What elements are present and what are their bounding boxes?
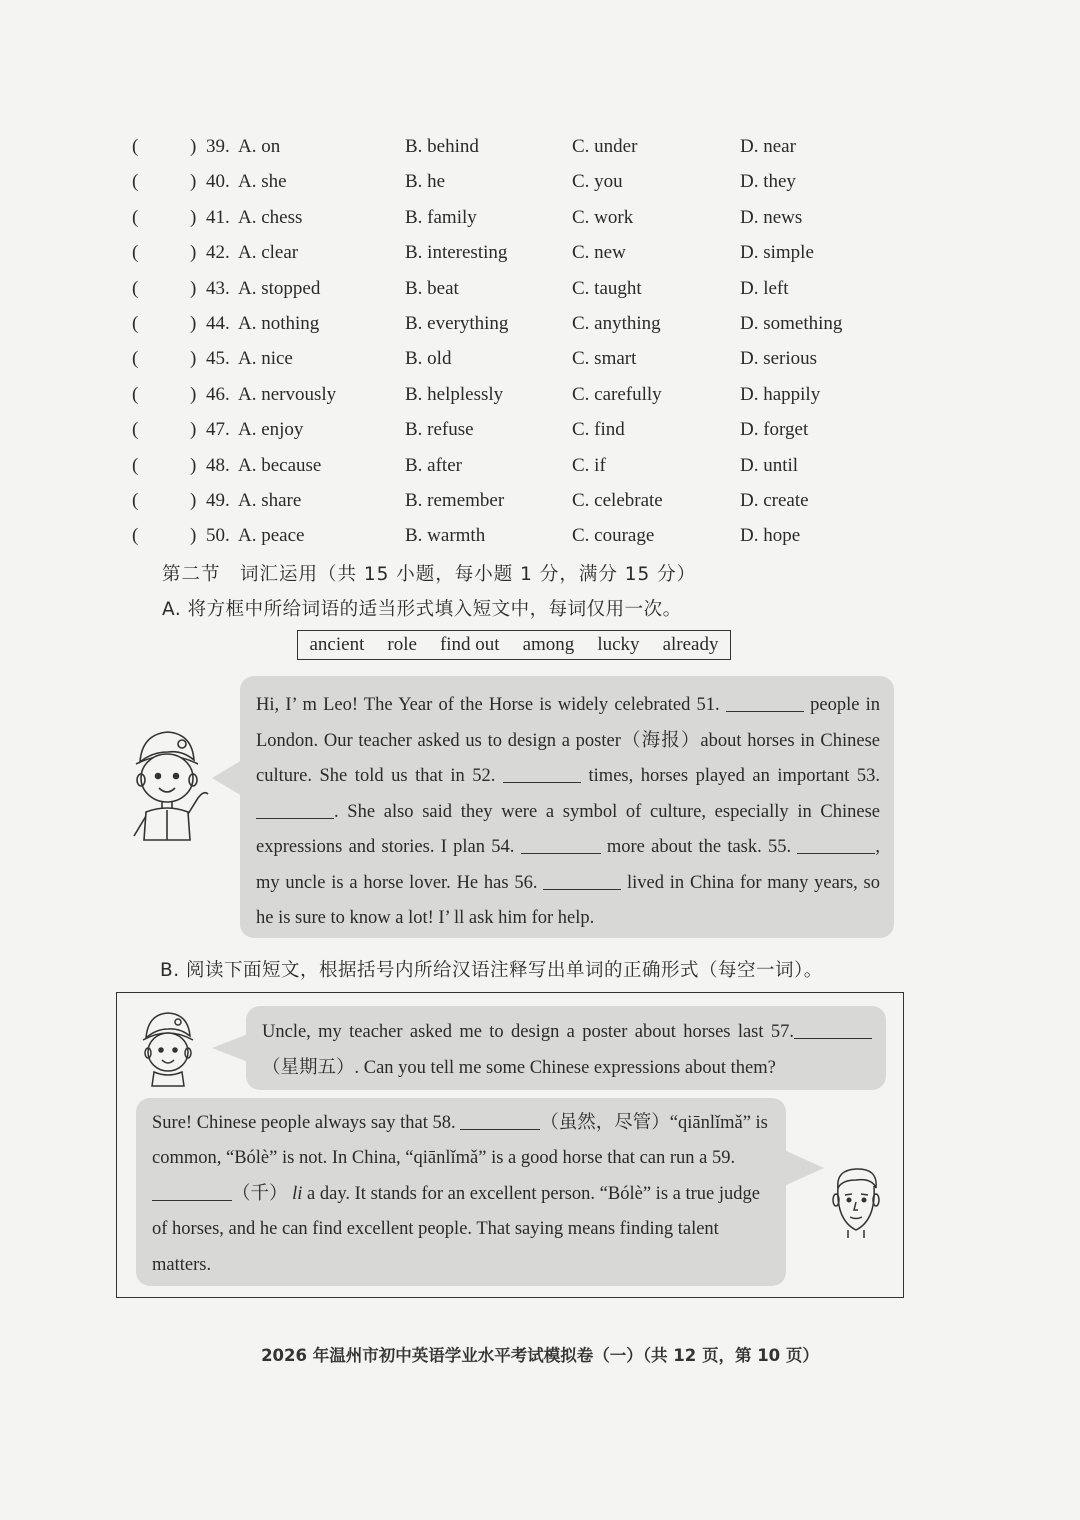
blank-59[interactable] [152,1181,232,1201]
option-c[interactable]: C. find [572,419,625,441]
option-d[interactable]: D. news [740,206,803,228]
option-c[interactable]: C. smart [572,348,637,370]
choice-row [0,201,1080,236]
choice-row [0,413,1080,448]
answer-paren-right: ) [190,242,197,264]
option-a[interactable]: A. share [238,489,302,511]
bubble-tail [784,1150,824,1186]
section2-title: 第二节 词汇运用（共 15 小题，每小题 1 分，满分 15 分） [162,564,697,585]
answer-paren-left: ( [132,136,139,157]
word-bank-item: role [387,634,417,655]
answer-paren-left: ( [132,525,139,547]
answer-paren-right: ) [190,383,197,405]
answer-paren-right: ) [190,419,197,441]
option-d[interactable]: D. forget [740,419,809,441]
option-a[interactable]: A. she [238,171,287,193]
option-c[interactable]: C. anything [572,312,661,334]
answer-paren-left: ( [132,454,139,476]
dialog-boy [262,1014,872,1086]
answer-paren-left: ( [132,383,139,405]
partA-instruction: A. 将方框中所给词语的适当形式填入短文中，每词仅用一次。 [162,599,682,620]
option-b[interactable]: B. he [405,171,446,193]
speech-bubble-leo [240,676,894,938]
choice-row [0,519,1080,554]
blank-57[interactable] [794,1020,872,1040]
passage-text: , my uncle is a horse lover. He has 56. [256,837,880,893]
question-number: 44. [206,312,230,334]
option-d[interactable]: D. create [740,489,809,511]
question-number: 40. [206,171,230,193]
dialog-text: （千） [232,1183,288,1204]
passage-text: more about the task. 55. [600,837,792,857]
partB-instruction: B. 阅读下面短文，根据括号内所给汉语注释写出单词的正确形式（每空一词）。 [160,960,823,981]
option-c[interactable]: C. if [572,454,606,476]
answer-paren-right: ) [190,171,197,193]
dialog-text: Uncle, my teacher asked me to design a poster about horses last 57. [262,1022,794,1042]
option-a[interactable]: A. nice [238,348,293,370]
answer-paren-right: ) [190,277,197,299]
dialog-text: Sure! Chinese people always say that 58. [152,1113,456,1133]
answer-paren-left: ( [132,242,139,264]
option-b[interactable]: B. family [405,206,477,228]
blank-53[interactable] [256,799,334,819]
answer-paren-left: ( [132,489,139,511]
boy-avatar-icon [122,724,212,842]
choice-row [0,484,1080,519]
blank-52[interactable] [503,764,581,784]
passage-text: . She also said they were a symbol of culture, especially in Chinese expressions and stories. I plan 54. [256,801,880,857]
answer-paren-left: ( [132,206,139,228]
option-d[interactable]: D. hope [740,525,801,547]
passage-text: lived in China for many years, so he is sure to know a lot! I’ ll ask him for help. [256,872,881,928]
option-b[interactable]: B. helplessly [405,383,504,405]
blank-58[interactable] [460,1111,540,1131]
man-avatar-icon [826,1164,886,1240]
answer-paren-right: ) [190,206,197,228]
option-b[interactable]: B. everything [405,312,509,334]
bubble-tail [212,760,242,796]
speech-bubble-boy [246,1006,886,1090]
option-d[interactable]: D. near [740,136,796,157]
question-number: 46. [206,383,230,405]
answer-paren-right: ) [190,525,197,547]
blank-56[interactable] [543,870,621,890]
option-c[interactable]: C. taught [572,277,642,299]
speech-bubble-uncle [136,1098,786,1286]
option-c[interactable]: C. work [572,206,634,228]
dialog-text: （虽然，尽管）“qiānlǐmǎ” is common, “Bólè” is not. In China, “qiānlǐmǎ” is a good horse that can run a 59. [152,1113,768,1169]
choice-row [0,378,1080,413]
blank-54[interactable] [521,835,601,855]
option-d[interactable]: D. something [740,312,843,334]
word-bank-item: find out [439,634,500,655]
option-c[interactable]: C. carefully [572,383,662,405]
choice-row [0,272,1080,307]
option-b[interactable]: B. behind [405,136,479,157]
answer-paren-left: ( [132,312,139,334]
option-b[interactable]: B. interesting [405,242,508,264]
bubble-tail [212,1034,248,1062]
option-a[interactable]: A. stopped [238,277,321,299]
option-b[interactable]: B. after [405,454,462,476]
answer-paren-right: ) [190,136,197,157]
choice-row [0,449,1080,484]
option-d[interactable]: D. serious [740,348,818,370]
passage-text: people in London. Our teacher asked us to design a poster（海报）about horses in Chinese culture. She told us that in 52. [256,695,881,786]
dialog-text: li [292,1183,303,1204]
choice-row [0,307,1080,342]
option-a[interactable]: A. chess [238,206,303,228]
word-bank-item: among [522,634,575,655]
question-number: 41. [206,206,230,228]
answer-paren-left: ( [132,171,139,193]
option-a[interactable]: A. enjoy [238,419,304,441]
option-d[interactable]: D. left [740,277,789,299]
passage-a [256,688,880,937]
option-d[interactable]: D. until [740,454,799,476]
option-c[interactable]: C. celebrate [572,489,663,511]
option-b[interactable]: B. beat [405,277,459,299]
answer-paren-right: ) [190,489,197,511]
option-d[interactable]: D. they [740,171,796,193]
option-a[interactable]: A. peace [238,525,305,547]
dialog-text: a day. It stands for an excellent person. “Bólè” is a true judge of horses, and he can find excellent people. That saying means finding talent matters. [152,1183,760,1275]
option-b[interactable]: B. warmth [405,525,486,547]
word-bank-item: ancient [309,634,365,655]
question-number: 49. [206,489,230,511]
question-number: 43. [206,277,230,299]
boy-avatar-icon [136,1008,200,1088]
answer-paren-left: ( [132,277,139,299]
choice-row [0,130,1080,165]
word-bank-item: already [662,634,719,655]
option-a[interactable]: A. on [238,136,281,157]
passage-text: times, horses played an important 53. [580,766,880,786]
option-c[interactable]: C. courage [572,525,655,547]
dialog-uncle [152,1106,772,1283]
option-c[interactable]: C. new [572,242,626,264]
blank-51[interactable] [726,693,804,713]
passage-text: Hi, I’ m Leo! The Year of the Horse is widely celebrated 51. [256,695,720,715]
answer-paren-right: ) [190,348,197,370]
option-a[interactable]: A. clear [238,242,299,264]
answer-paren-right: ) [190,312,197,334]
choice-row [0,342,1080,377]
option-d[interactable]: D. happily [740,383,821,405]
choice-row [0,236,1080,271]
option-b[interactable]: B. old [405,348,452,370]
word-bank [297,630,731,660]
option-a[interactable]: A. because [238,454,322,476]
option-d[interactable]: D. simple [740,242,814,264]
page-footer: 2026 年温州市初中英语学业水平考试模拟卷（一）（共 12 页，第 10 页） [261,1346,819,1365]
word-bank-item: lucky [597,634,640,655]
question-number: 47. [206,419,230,441]
option-c[interactable]: C. under [572,136,638,157]
question-number: 48. [206,454,230,476]
choice-questions [0,130,1080,555]
option-c[interactable]: C. you [572,171,623,193]
question-number: 45. [206,348,230,370]
option-b[interactable]: B. refuse [405,419,474,441]
choice-row [0,165,1080,200]
question-number: 50. [206,525,230,547]
blank-55[interactable] [797,835,875,855]
answer-paren-left: ( [132,348,139,370]
option-a[interactable]: A. nothing [238,312,320,334]
option-b[interactable]: B. remember [405,489,505,511]
question-number: 39. [206,136,230,157]
option-a[interactable]: A. nervously [238,383,337,405]
answer-paren-right: ) [190,454,197,476]
question-number: 42. [206,242,230,264]
answer-paren-left: ( [132,419,139,441]
dialog-text: （星期五）. Can you tell me some Chinese expressions about them? [262,1058,776,1078]
